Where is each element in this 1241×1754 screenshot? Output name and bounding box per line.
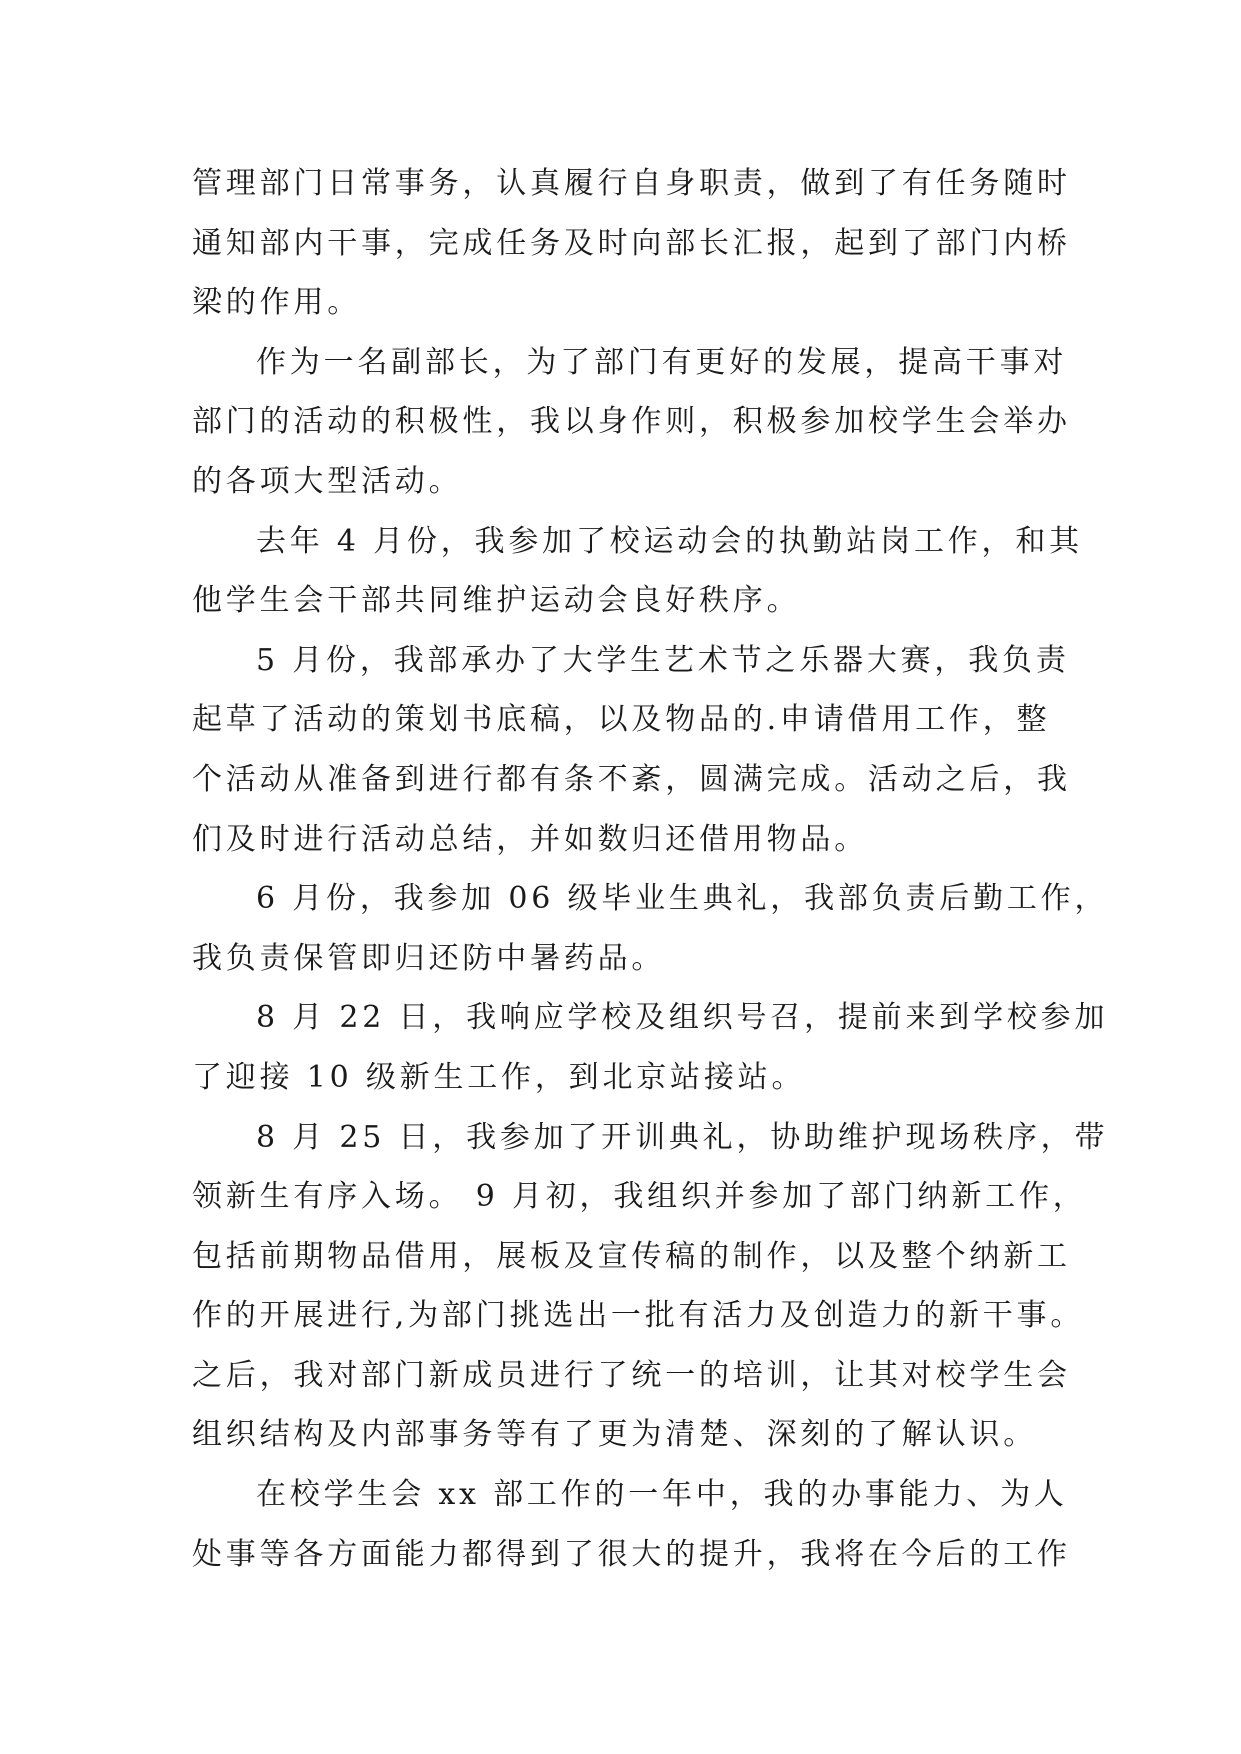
text-line: 部门的活动的积极性，我以身作则，积极参加校学生会举办 — [192, 404, 1071, 440]
paragraph-first-line: 6 月份，我参加 06 级毕业生典礼，我部负责后勤工作， — [256, 881, 1109, 917]
text-line: 领新生有序入场。 9 月初，我组织并参加了部门纳新工作， — [192, 1179, 1087, 1215]
paragraph-first-line: 8 月 25 日，我参加了开训典礼，协助维护现场秩序，带 — [256, 1119, 1109, 1155]
paragraph-first-line: 去年 4 月份，我参加了校运动会的执勤站岗工作，和其 — [256, 523, 1083, 559]
text-line: 们及时进行活动总结，并如数归还借用物品。 — [192, 821, 868, 857]
text-line: 管理部门日常事务，认真履行自身职责，做到了有任务随时 — [192, 166, 1071, 201]
text-line: 个活动从准备到进行都有条不紊，圆满完成。活动之后，我 — [192, 761, 1071, 797]
text-line: 通知部内干事，完成任务及时向部长汇报，起到了部门内桥 — [192, 225, 1071, 261]
paragraph-first-line: 8 月 22 日，我响应学校及组织号召，提前来到学校参加 — [256, 1000, 1109, 1036]
text-line: 他学生会干部共同维护运动会良好秩序。 — [192, 583, 801, 619]
text-line: 的各项大型活动。 — [192, 463, 463, 499]
text-line: 处事等各方面能力都得到了很大的提升，我将在今后的工作 — [192, 1536, 1071, 1572]
document-body — [192, 154, 1109, 1584]
text-line: 梁的作用。 — [192, 285, 361, 321]
text-line: 我负责保管即归还防中暑药品。 — [192, 940, 666, 976]
text-line: 之后，我对部门新成员进行了统一的培训，让其对校学生会 — [192, 1357, 1071, 1393]
text-line: 起草了活动的策划书底稿，以及物品的.申请借用工作，整 — [192, 702, 1051, 738]
paragraph-first-line: 作为一名副部长，为了部门有更好的发展，提高干事对 — [256, 344, 1068, 380]
paragraph-first-line: 5 月份，我部承办了大学生艺术节之乐器大赛，我负责 — [256, 642, 1070, 678]
text-line: 了迎接 10 级新生工作，到北京站接站。 — [192, 1059, 806, 1095]
paragraph-first-line: 在校学生会 xx 部工作的一年中，我的办事能力、为人 — [256, 1477, 1068, 1513]
text-line: 作的开展进行,为部门挑选出一批有活力及创造力的新干事。 — [192, 1298, 1085, 1334]
text-line: 包括前期物品借用，展板及宣传稿的制作，以及整个纳新工 — [192, 1238, 1071, 1274]
text-line: 组织结构及内部事务等有了更为清楚、深刻的了解认识。 — [192, 1417, 1037, 1453]
